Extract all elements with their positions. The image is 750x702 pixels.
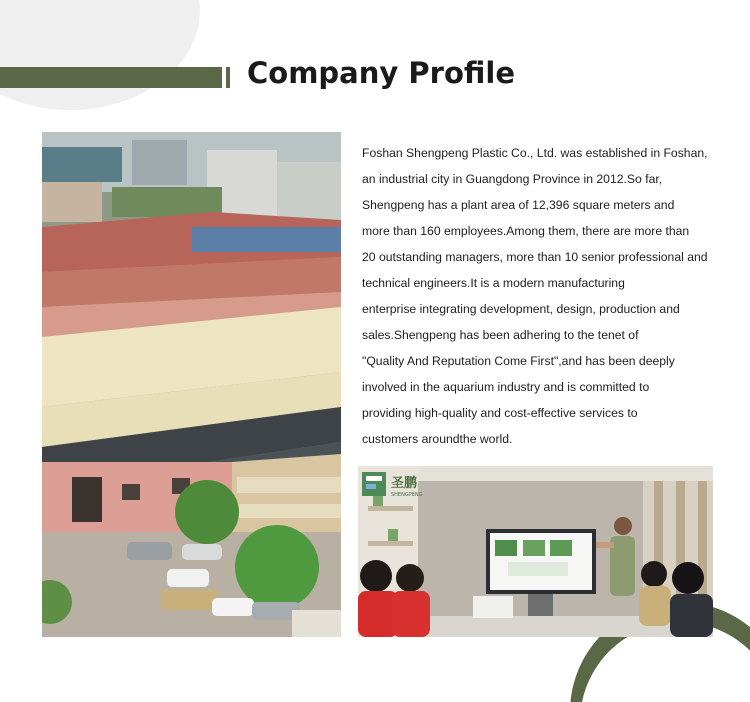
title-accent-tick <box>226 67 230 88</box>
description-line: enterprise integrating development, design, production and <box>362 302 680 316</box>
title-accent-bar <box>0 67 222 88</box>
description-line: "Quality And Reputation Come First",and has been deeply <box>362 354 675 368</box>
description-line: involved in the aquarium industry and is committed to <box>362 380 650 394</box>
description-line: technical engineers.It is a modern manufacturing <box>362 276 625 290</box>
description-line: 20 outstanding managers, more than 10 senior professional and <box>362 250 708 264</box>
page-title: Company Profile <box>247 56 515 90</box>
description-line: Foshan Shengpeng Plastic Co., Ltd. was established in Foshan, <box>362 146 708 160</box>
description-line: providing high-quality and cost-effective services to <box>362 406 638 420</box>
meeting-room-photo <box>358 466 713 637</box>
description-line: Shengpeng has a plant area of 12,396 square meters and <box>362 198 675 212</box>
description-line: customers aroundthe world. <box>362 432 513 446</box>
company-description <box>362 140 707 452</box>
description-line: more than 160 employees.Among them, there are more than <box>362 224 690 238</box>
factory-aerial-photo <box>42 132 341 637</box>
description-line: an industrial city in Guangdong Province in 2012.So far, <box>362 172 663 186</box>
logo-chinese-text: 圣鹏 <box>391 476 418 491</box>
description-line: sales.Shengpeng has been adhering to the tenet of <box>362 328 639 342</box>
logo-english-text: SHENGPENG <box>391 492 423 498</box>
